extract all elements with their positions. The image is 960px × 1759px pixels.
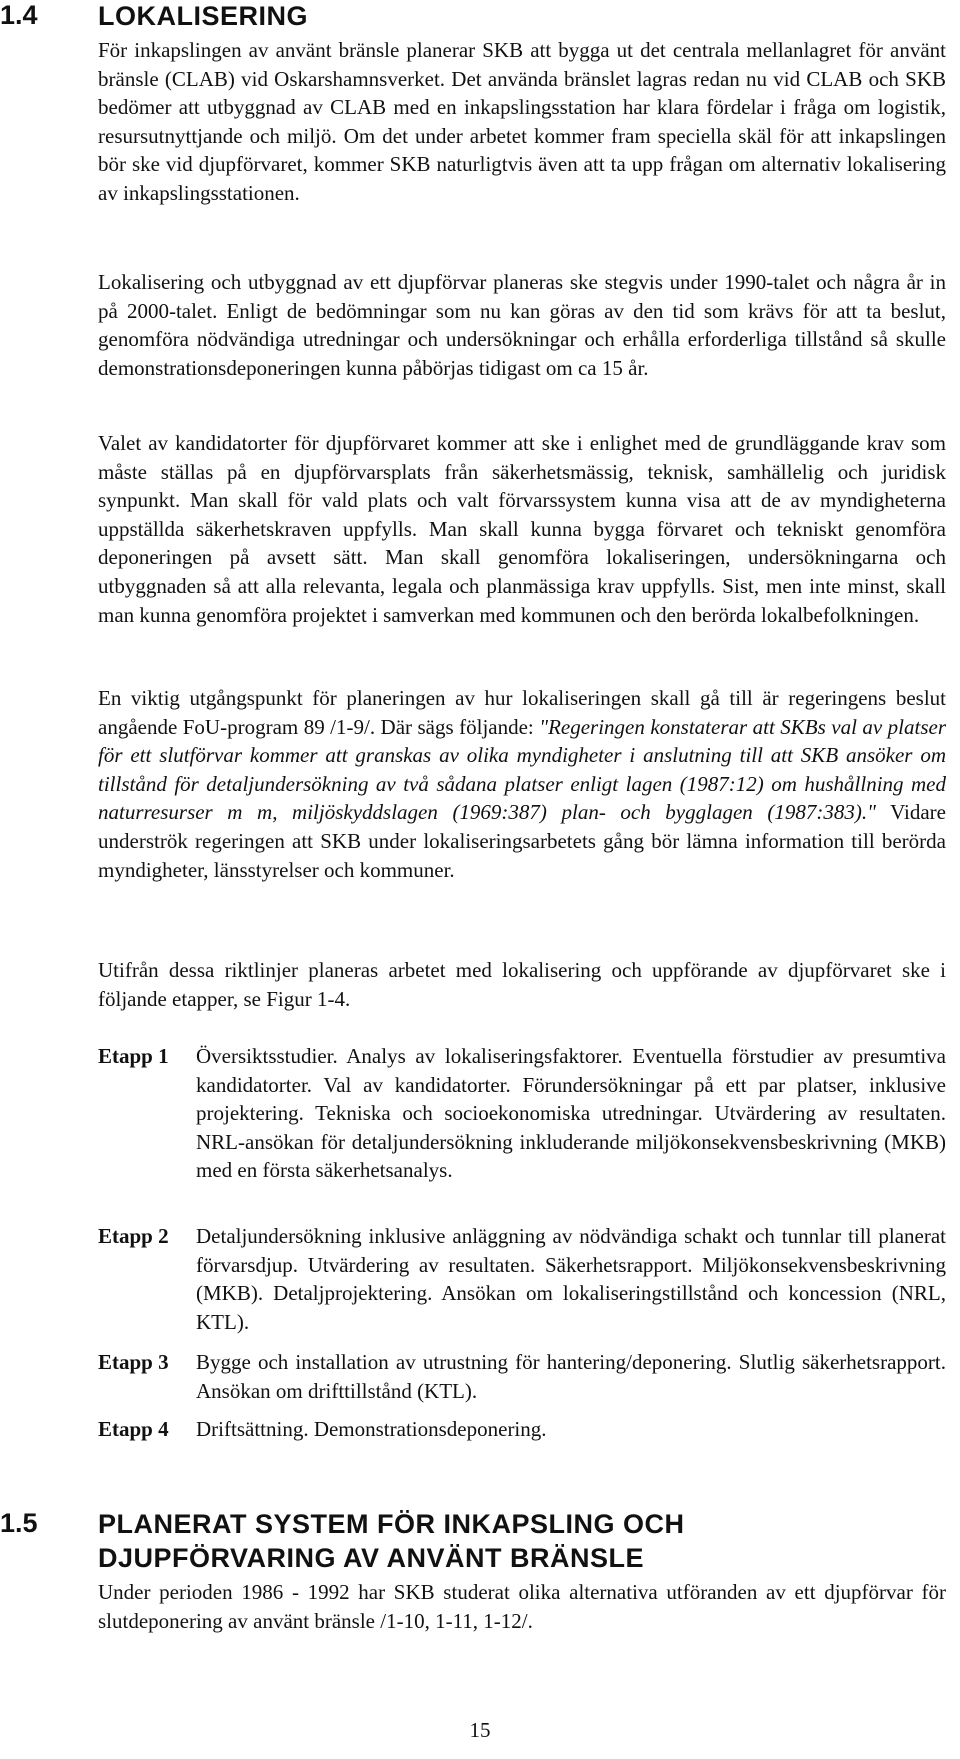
section-heading-1-5 (0, 1508, 960, 1578)
section-number: 1.4 (0, 0, 38, 30)
etapp-text: Bygge och installation av utrustning för hantering/deponering. Slutlig säkerhetsrapport. Ansökan om drifttillstånd (KTL). (196, 1350, 946, 1403)
paragraph-2: Lokalisering och utbyggnad av ett djupförvar planeras ske stegvis under 1990-talet och några år in på 2000-talet. Enligt de bedömningar som nu kan göras av den tid som krävs för att ta beslut, genomföra nödvändiga utredningar och undersökningar och erhålla erforderliga tillstånd så skulle demonstrationsdeponeringen kunna påbörjas tidigast om ca 15 år. (98, 270, 946, 380)
paragraph-4 (98, 684, 946, 884)
paragraph-1-5: Under perioden 1986 - 1992 har SKB studerat olika alternativa utföranden av ett djupförvar för slutdeponering av använt bränsle /1-10, 1-11, 1-12/. (98, 1580, 946, 1633)
section-title-line-1: PLANERAT SYSTEM FÖR INKAPSLING OCH (98, 1509, 685, 1539)
etapp-label: Etapp 2 (98, 1224, 169, 1248)
paragraph-4-intro: En viktig utgångspunkt för planeringen av hur lokaliseringen skall gå till är regeringens beslut angående FoU-program 89 /1-9/. Där sägs följande: (98, 686, 946, 739)
etapp-text: Driftsättning. Demonstrationsdeponering. (196, 1417, 547, 1441)
page-number: 15 (469, 1718, 491, 1742)
regeringen-quote: "Regeringen konstaterar att SKBs val av platser för ett slutförvar kommer att granskas av olika myndigheter i anslutning till att SKB ansöker om tillstånd för detaljundersökning av två sådana platser enligt lagen (1987:12) om hushållning med naturresurser m m, miljöskyddslagen (1969:387) plan- och bygglagen (1987:383)." (98, 714, 946, 825)
etapp-text: Detaljundersökning inklusive anläggning av nödvändiga schakt och tunnlar till planerat förvarsdjup. Utvärdering av resultaten. Säkerhetsrapport. Miljökonsekvensbeskrivning (MKB). Detaljprojektering. Ansökan om lokaliseringstillstånd och koncession (NRL, KTL). (196, 1224, 946, 1334)
paragraph-5: Utifrån dessa riktlinjer planeras arbetet med lokalisering och uppförande av djupförvaret ske i följande etapper, se Figur 1-4. (98, 958, 946, 1011)
etapp-text: Översiktsstudier. Analys av lokaliseringsfaktorer. Eventuella förstudier av presumtiva kandidatorter. Val av kandidatorter. Förundersökningar på ett par platser, inklusive projektering. Tekniska och socioekonomiska utredningar. Utvärdering av resultaten. NRL-ansökan för detaljundersökning inkluderande miljökonsekvensbeskrivning (MKB) med en första säkerhetsanalys. (196, 1044, 946, 1183)
section-number: 1.5 (0, 1508, 38, 1538)
paragraph-4-outro: Vidare underströk regeringen att SKB under lokaliseringsarbetets gång bör lämna information till berörda myndigheter, länsstyrelser och kommuner. (98, 800, 946, 882)
section-title: LOKALISERING (98, 1, 309, 31)
etapp-label: Etapp 4 (98, 1417, 169, 1441)
section-heading-1-4 (0, 0, 960, 36)
section-title-line-2: DJUPFÖRVARING AV ANVÄNT BRÄNSLE (98, 1543, 645, 1573)
etapp-label: Etapp 3 (98, 1350, 169, 1374)
etapp-label: Etapp 1 (98, 1044, 169, 1068)
paragraph-1: För inkapslingen av använt bränsle planerar SKB att bygga ut det centrala mellanlagret för använt bränsle (CLAB) vid Oskarshamnsverket. Det använda bränslet lagras redan nu vid CLAB och SKB bedömer att utbyggnad av CLAB med en inkapslingsstation har klara fördelar i fråga om logistik, resursutnyttjande och miljö. Om det under arbetet kommer fram speciella skäl för att inkapslingen bör ske vid djupförvaret, kommer SKB naturligtvis även att ta upp frågan om alternativ lokalisering av inkapslingsstationen. (98, 38, 946, 205)
paragraph-3: Valet av kandidatorter för djupförvaret kommer att ske i enlighet med de grundläggande krav som måste ställas på en djupförvarsplats från säkerhetsmässig, teknisk, samhällelig och juridisk synpunkt. Man skall för vald plats och valt förvarssystem kunna visa att de av myndigheterna uppställda säkerhetskraven uppfylls. Man skall kunna bygga förvaret och tekniskt genomföra deponeringen på avsett sätt. Man skall genomföra lokaliseringen, undersökningarna och utbyggnaden så att alla relevanta, legala och planmässiga krav uppfylls. Sist, men inte minst, skall man kunna genomföra projektet i samverkan med kommunen och den berörda lokalbefolkningen. (98, 431, 946, 627)
